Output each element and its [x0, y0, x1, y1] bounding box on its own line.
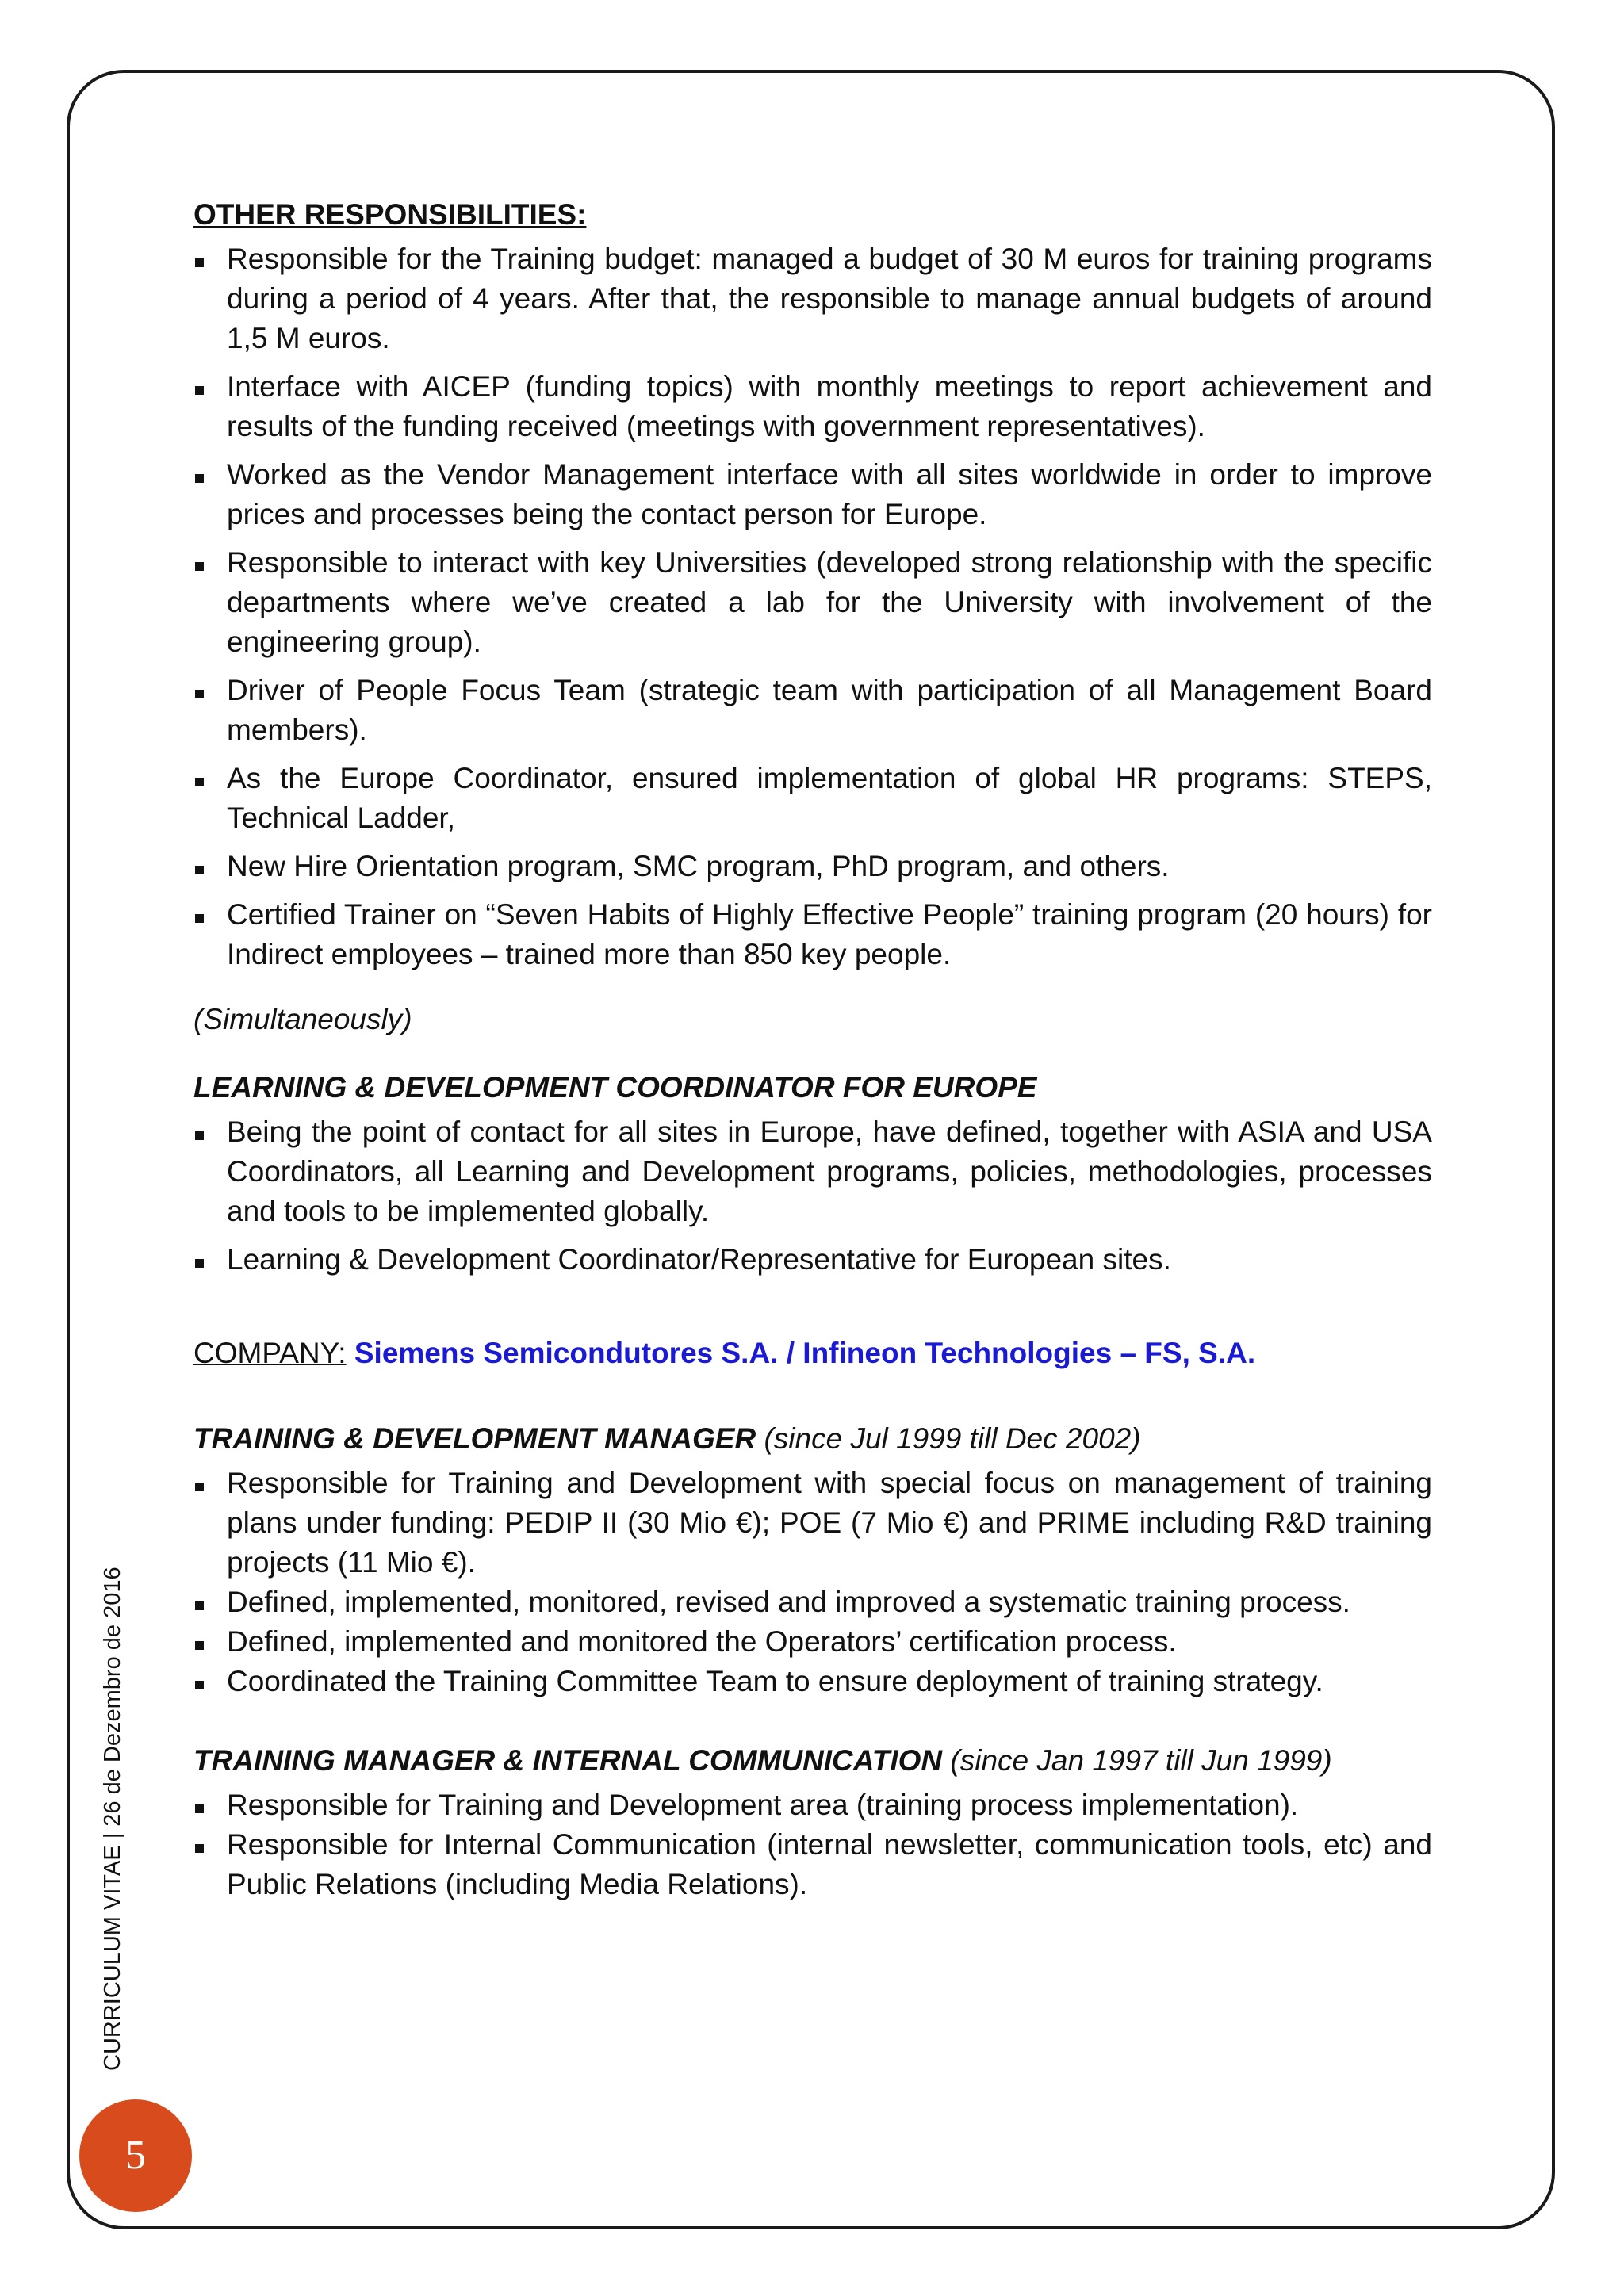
training-manager-comm-title [193, 1741, 1432, 1781]
role-title-text: TRAINING & DEVELOPMENT MANAGER [193, 1422, 756, 1455]
role-dates: (since Jan 1997 till Jun 1999) [950, 1744, 1332, 1777]
list-item: Responsible for the Training budget: managed a budget of 30 M euros for training programs during a period of 4 years. After that, the responsible to manage annual budgets of around 1,5 M euros. [193, 239, 1432, 358]
company-label: COMPANY: [193, 1337, 347, 1369]
role-title-text: TRAINING MANAGER & INTERNAL COMMUNICATION [193, 1744, 943, 1777]
list-item: Certified Trainer on “Seven Habits of Highly Effective People” training program (20 hours) for Indirect employees – trained more than 850 key people. [193, 895, 1432, 974]
list-item: New Hire Orientation program, SMC program, PhD program, and others. [193, 847, 1432, 886]
list-item: Being the point of contact for all sites in Europe, have defined, together with ASIA and USA Coordinators, all Learning and Development programs, policies, methodologies, processes and tools to be implemented globally. [193, 1112, 1432, 1231]
other-responsibilities-heading: OTHER RESPONSIBILITIES: [193, 198, 587, 231]
list-item: Defined, implemented, monitored, revised and improved a systematic training process. [193, 1582, 1432, 1622]
training-manager-comm-list [193, 1785, 1432, 1904]
list-item: Worked as the Vendor Management interface with all sites worldwide in order to improve prices and processes being the contact person for Europe. [193, 455, 1432, 534]
training-dev-manager-title [193, 1419, 1432, 1459]
list-item: Defined, implemented and monitored the Operators’ certification process. [193, 1622, 1432, 1662]
list-item: Coordinated the Training Committee Team to ensure deployment of training strategy. [193, 1662, 1432, 1701]
document-body [193, 195, 1432, 1904]
list-item: Responsible for Training and Development area (training process implementation). [193, 1785, 1432, 1825]
list-item: Responsible for Training and Development with special focus on management of training plans under funding: PEDIP II (30 Mio €); POE (7 Mio €) and PRIME including R&D training projects (11 Mio €). [193, 1464, 1432, 1582]
learning-role-title: LEARNING & DEVELOPMENT COORDINATOR FOR EUROPE [193, 1071, 1037, 1104]
company-line [193, 1334, 1432, 1373]
list-item: Learning & Development Coordinator/Representative for European sites. [193, 1240, 1432, 1280]
sidebar-label: CURRICULUM VITAE | 26 de Dezembro de 2016 [100, 1567, 125, 2071]
list-item: Responsible for Internal Communication (internal newsletter, communication tools, etc) and Public Relations (including Media Relations). [193, 1825, 1432, 1904]
list-item: Driver of People Focus Team (strategic team with participation of all Management Board members). [193, 671, 1432, 750]
company-name: Siemens Semicondutores S.A. / Infineon Technologies – FS, S.A. [354, 1337, 1256, 1369]
learning-role-list [193, 1112, 1432, 1280]
page-number-badge: 5 [79, 2099, 192, 2212]
role-dates: (since Jul 1999 till Dec 2002) [764, 1422, 1141, 1455]
other-responsibilities-list [193, 239, 1432, 974]
simultaneously-note: (Simultaneously) [193, 1003, 412, 1035]
training-dev-manager-list [193, 1464, 1432, 1701]
list-item: As the Europe Coordinator, ensured implementation of global HR programs: STEPS, Technical Ladder, [193, 759, 1432, 838]
list-item: Interface with AICEP (funding topics) with monthly meetings to report achievement and results of the funding received (meetings with government representatives). [193, 367, 1432, 446]
list-item: Responsible to interact with key Universities (developed strong relationship with the specific departments where we’ve created a lab for the University with involvement of the engineering group). [193, 543, 1432, 662]
